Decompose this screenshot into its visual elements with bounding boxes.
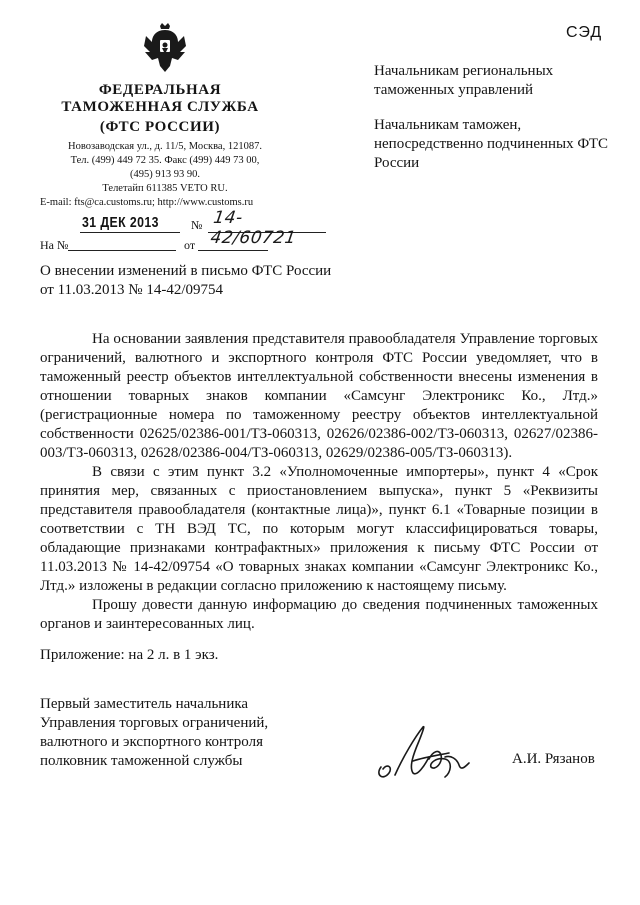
reference-number-blank: [68, 250, 176, 251]
signer-position-line3: валютного и экспортного контроля: [40, 734, 263, 750]
recipients-block: [374, 62, 614, 173]
letter-subject: О внесении изменений в письмо ФТС России от 11.03.2013 № 14-42/09754: [40, 263, 332, 298]
phone-line2: (495) 913 93 90.: [130, 169, 200, 180]
signer-name: А.И. Рязанов: [512, 751, 595, 767]
signer-position: [40, 695, 340, 771]
recipient-customs: Начальникам таможен, непосредственно подчиненных ФТС России: [374, 117, 609, 171]
reference-date-label: от: [184, 238, 196, 252]
teletype-line: Телетайп 611385 VETO RU.: [102, 183, 228, 194]
reference-number-label: На №: [40, 238, 69, 252]
body-paragraph-1: На основании заявления представителя правообладателя Управление торговых ограничений, валютного и экспортного контроля ФТС России уведомляет, что в таможенный реестр объектов интеллектуальной собственности внесены изменения в отношении товарных знаков компании «Самсунг Электроникс Ко., Лтд.» (регистрационные номера по таможенному реестру объектов интеллектуальной собственности 02625/02386-001/ТЗ-060313, 02626/02386-002/ТЗ-060313, 02627/02386-003/ТЗ-060313, 02628/02386-004/ТЗ-060313, 02629/02386-005/ТЗ-060313).: [40, 331, 598, 461]
org-address-block: [40, 140, 290, 210]
reference-date-blank: [198, 250, 268, 251]
body-paragraph-2: В связи с этим пункт 3.2 «Уполномоченные импортеры», пункт 4 «Срок принятия мер, связанных с приостановлением выпуска», пункт 5 «Реквизиты представителя правообладателя (контактные лица)», пункт 6.1 «Товарные позиции в соответствии с ТН ВЭД ТС, по которым могут классифицироваться товары, обладающие признаками контрафактных» приложения к письму ФТС России от 11.03.2013 № 14-42/09754 «О товарных знаках компании «Самсунг Электроникс Ко., Лтд.» изложены в редакции согласно приложению к настоящему письму.: [40, 464, 598, 594]
sed-mark: СЭД: [566, 24, 603, 41]
org-name-line3: (ФТС РОССИИ): [99, 119, 221, 135]
date-underline: [80, 232, 180, 233]
attachment-note: Приложение: на 2 л. в 1 экз.: [40, 647, 219, 663]
recipient-regional: Начальникам региональных таможенных управлений: [374, 63, 554, 98]
address-line: Новозаводская ул., д. 11/5, Москва, 121087.: [68, 141, 262, 152]
signer-position-line4: полковник таможенной службы: [40, 753, 243, 769]
registration-date-stamp: 31 ДЕК 2013: [82, 214, 159, 231]
letter-body: [40, 330, 598, 634]
number-sign: №: [191, 218, 203, 232]
phone-line: Тел. (499) 449 72 35. Факс (499) 449 73 00,: [70, 155, 260, 166]
body-paragraph-3: Прошу довести данную информацию до сведения подчиненных таможенных органов и заинтересованных лиц.: [40, 597, 598, 632]
signer-position-line2: Управления торговых ограничений,: [40, 715, 269, 731]
signer-position-line1: Первый заместитель начальника: [40, 696, 249, 712]
registration-number-handwritten: 14-42/60721: [209, 208, 298, 248]
reference-line: [40, 236, 290, 256]
email-line: E-mail: fts@ca.customs.ru; http://www.customs.ru: [40, 197, 254, 208]
org-name-line1: ФЕДЕРАЛЬНАЯ: [98, 82, 222, 98]
handwritten-signature: [373, 717, 488, 792]
org-name-line2: ТАМОЖЕННАЯ СЛУЖБА: [61, 99, 259, 115]
coat-of-arms-emblem: [142, 22, 188, 74]
